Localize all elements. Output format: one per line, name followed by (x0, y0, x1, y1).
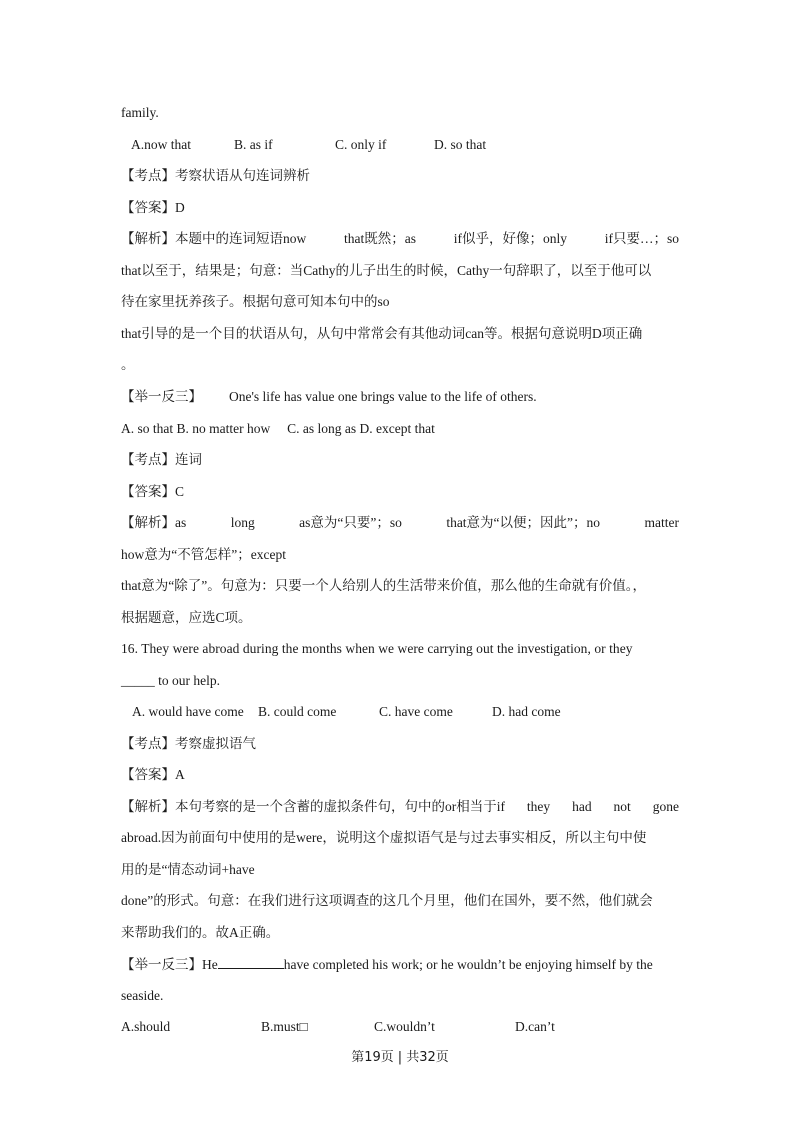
option-d: D.can’t (515, 1019, 555, 1034)
text-segment: if似乎，好像；only (453, 231, 567, 246)
text-segment: they (526, 799, 551, 814)
answer-options (121, 1018, 555, 1036)
text-segment: 【解析】本句考察的是一个含蓄的虚拟条件句，句中的or相当于if (121, 799, 505, 814)
practice-text: have completed his work; or he wouldn’t be enjoying himself by the (283, 957, 653, 972)
text-line: how意为“不管怎样”；except (121, 547, 286, 562)
text-segment: had (572, 799, 592, 814)
practice-line (121, 955, 653, 974)
answer-blank: _____ (121, 673, 155, 688)
text-segment: 【解析】as (121, 515, 187, 530)
answer-options (131, 136, 486, 154)
option-d: D. had come (492, 704, 561, 719)
option-a: A.now that (131, 137, 191, 152)
practice-text: One's life has value one brings value to the life of others. (229, 389, 537, 404)
question-16-cont (121, 672, 220, 690)
section-label: 【考点】连词 (121, 452, 202, 467)
option-d: D. so that (434, 137, 487, 152)
analysis-line (121, 230, 679, 248)
text-line: 来帮助我们的。故A正确。 (121, 925, 280, 940)
page-footer (0, 1046, 800, 1065)
option-a: A. would have come (132, 704, 244, 719)
section-label: 【考点】考察虚拟语气 (121, 736, 256, 751)
option-b: B. could come (258, 704, 337, 719)
analysis-line (121, 514, 679, 532)
question-16: 16. They were abroad during the months when we were carrying out the investigation, or they (121, 641, 633, 656)
text-line: 用的是“情态动词+have (121, 862, 255, 877)
text-line: that意为“除了”。句意为：只要一个人给别人的生活带来价值，那么他的生命就有价值。， (121, 578, 646, 593)
answer-label: 【答案】C (121, 484, 185, 499)
answer-label: 【答案】D (121, 200, 185, 215)
practice-label: 【举一反三】He (121, 957, 218, 972)
answer-label: 【答案】A (121, 767, 185, 782)
option-c: C. only if (335, 137, 387, 152)
text-line: 根据题意，应选C项。 (121, 610, 252, 625)
option-a: A.should (121, 1019, 171, 1034)
answer-options (132, 703, 561, 721)
text-segment: 【解析】本题中的连词短语now (121, 231, 307, 246)
text-line: done”的形式。句意：在我们进行这项调查的这几个月里，他们在国外，要不然，他们就会 (121, 893, 653, 908)
text-line: 。 (121, 357, 135, 372)
text-line: that引导的是一个目的状语从句，从句中常常会有其他动词can等。根据句意说明D项正确 (121, 326, 643, 341)
page-number: 第19页 (351, 1050, 394, 1065)
text-line: family. (121, 105, 159, 120)
text-segment: matter (644, 515, 679, 530)
practice-line (121, 388, 537, 406)
text-line: seaside. (121, 988, 164, 1003)
text-segment: that意为“以便；因此”；no (446, 515, 601, 530)
answer-options: A. so that B. no matter how C. as long as D. except that (121, 421, 435, 436)
option-c: C.wouldn’t (374, 1019, 435, 1034)
text-line: 待在家里抚养孩子。根据句意可知本句中的so (121, 294, 390, 309)
option-b: B. as if (234, 137, 273, 152)
text-segment: long (230, 515, 255, 530)
text-segment: gone (652, 799, 679, 814)
option-b: B.must□ (261, 1019, 308, 1034)
section-label: 【考点】考察状语从句连词辨析 (121, 168, 310, 183)
analysis-line (121, 798, 679, 816)
text-segment: if只要…；so (604, 231, 679, 246)
text-segment: as意为“只要”；so (299, 515, 402, 530)
text-segment: not (613, 799, 631, 814)
text-line: abroad.因为前面句中使用的是were，说明这个虚拟语气是与过去事实相反，所以主句中使 (121, 830, 647, 845)
practice-label: 【举一反三】 (121, 389, 202, 404)
text-segment: to our help. (154, 673, 220, 688)
option-c: C. have come (379, 704, 453, 719)
page-total: 共32页 (406, 1050, 449, 1065)
footer-separator: | (397, 1050, 403, 1065)
answer-blank-line (218, 955, 284, 969)
text-line: that以至于，结果是；句意：当Cathy的儿子出生的时候，Cathy一句辞职了，以至于他可以 (121, 263, 652, 278)
text-segment: that既然；as (344, 231, 416, 246)
